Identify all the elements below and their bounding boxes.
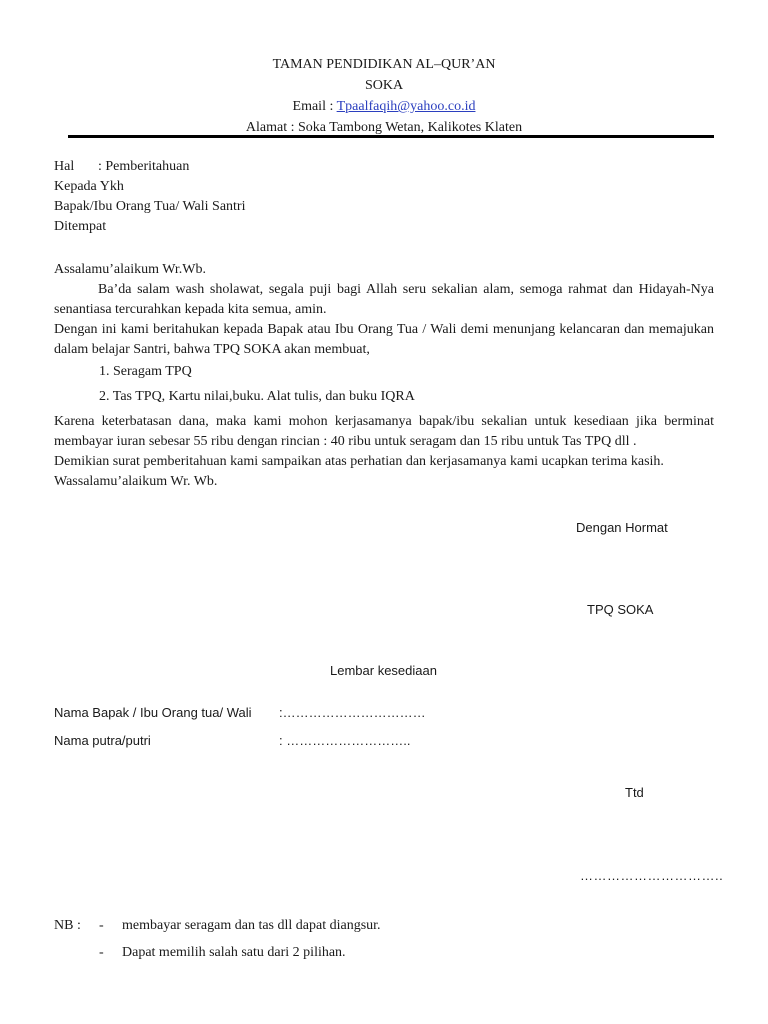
recipient-line-3: Ditempat: [54, 219, 107, 234]
letterhead: [54, 54, 714, 138]
header-divider: [68, 135, 714, 138]
note-1: [54, 916, 381, 936]
child-name-label: Nama putra/putri: [54, 733, 151, 748]
note-2: [54, 943, 346, 963]
paragraph-opening: Ba’da salam wash sholawat, segala puji bagi Allah seru sekalian alam, semoga rahmat dan Hidayah-Nya senantiasa tercurahkan kepada kita semua, amin.: [54, 282, 714, 317]
ttd-label: Ttd: [625, 785, 644, 800]
note-text-1: membayar seragam dan tas dll dapat diangsur.: [122, 918, 381, 933]
valediction: Wassalamu’alaikum Wr. Wb.: [54, 474, 218, 489]
org-sub: SOKA: [364, 78, 404, 93]
paragraph-announcement: Dengan ini kami beritahukan kepada Bapak atau Ibu Orang Tua / Wali demi menunjang kelancaran dan memajukan dalam belajar Santri, bahwa TPQ SOKA akan membuat,: [54, 322, 714, 357]
letter-meta: [54, 157, 714, 237]
address-line: Alamat : Soka Tambong Wetan, Kalikotes Klaten: [245, 120, 523, 135]
parent-name-blank: :……………………………: [279, 705, 426, 720]
list-item-1: 1. Seragam TPQ: [99, 364, 192, 379]
greeting: Assalamu’alaikum Wr.Wb.: [54, 262, 206, 277]
parent-name-label: Nama Bapak / Ibu Orang tua/ Wali: [54, 705, 252, 720]
subject-label: Hal: [54, 159, 75, 174]
form-title: Lembar kesediaan: [330, 663, 437, 678]
child-name-blank: : ………………………..: [279, 733, 411, 748]
recipient-line-2: Bapak/Ibu Orang Tua/ Wali Santri: [54, 199, 246, 214]
note-bullet-1: -: [99, 918, 104, 933]
child-name-field: [54, 731, 410, 751]
regards: Dengan Hormat: [576, 520, 668, 535]
email-label: Email :: [292, 99, 337, 114]
email-link[interactable]: Tpaalfaqih@yahoo.co.id: [336, 99, 476, 114]
note-label: NB :: [54, 918, 81, 933]
parent-name-field: [54, 703, 426, 723]
paragraph-funding: Karena keterbatasan dana, maka kami mohon kerjasamanya bapak/ibu sekalian untuk kesediaan jika berminat membayar iuran sebesar 55 ribu dengan rincian : 40 ribu untuk seragam dan 15 ribu untuk Tas TPQ dll .: [54, 414, 714, 449]
paragraph-closing: Demikian surat pemberitahuan kami sampaikan atas perhatian dan kerjasamanya kami ucapkan terima kasih.: [54, 454, 664, 469]
note-bullet-2: -: [99, 945, 104, 960]
note-text-2: Dapat memilih salah satu dari 2 pilihan.: [122, 945, 346, 960]
subject-value: : Pemberitahuan: [98, 159, 190, 174]
recipient-line-1: Kepada Ykh: [54, 179, 124, 194]
list-item-2: 2. Tas TPQ, Kartu nilai,buku. Alat tulis, dan buku IQRA: [99, 389, 415, 404]
email-line: [54, 96, 714, 117]
signer-name: TPQ SOKA: [587, 602, 654, 617]
signature-line: …………………………..: [580, 868, 724, 883]
letter-body: [54, 260, 714, 492]
org-name: TAMAN PENDIDIKAN AL–QUR’AN: [272, 57, 496, 72]
subject-line: [54, 157, 714, 177]
